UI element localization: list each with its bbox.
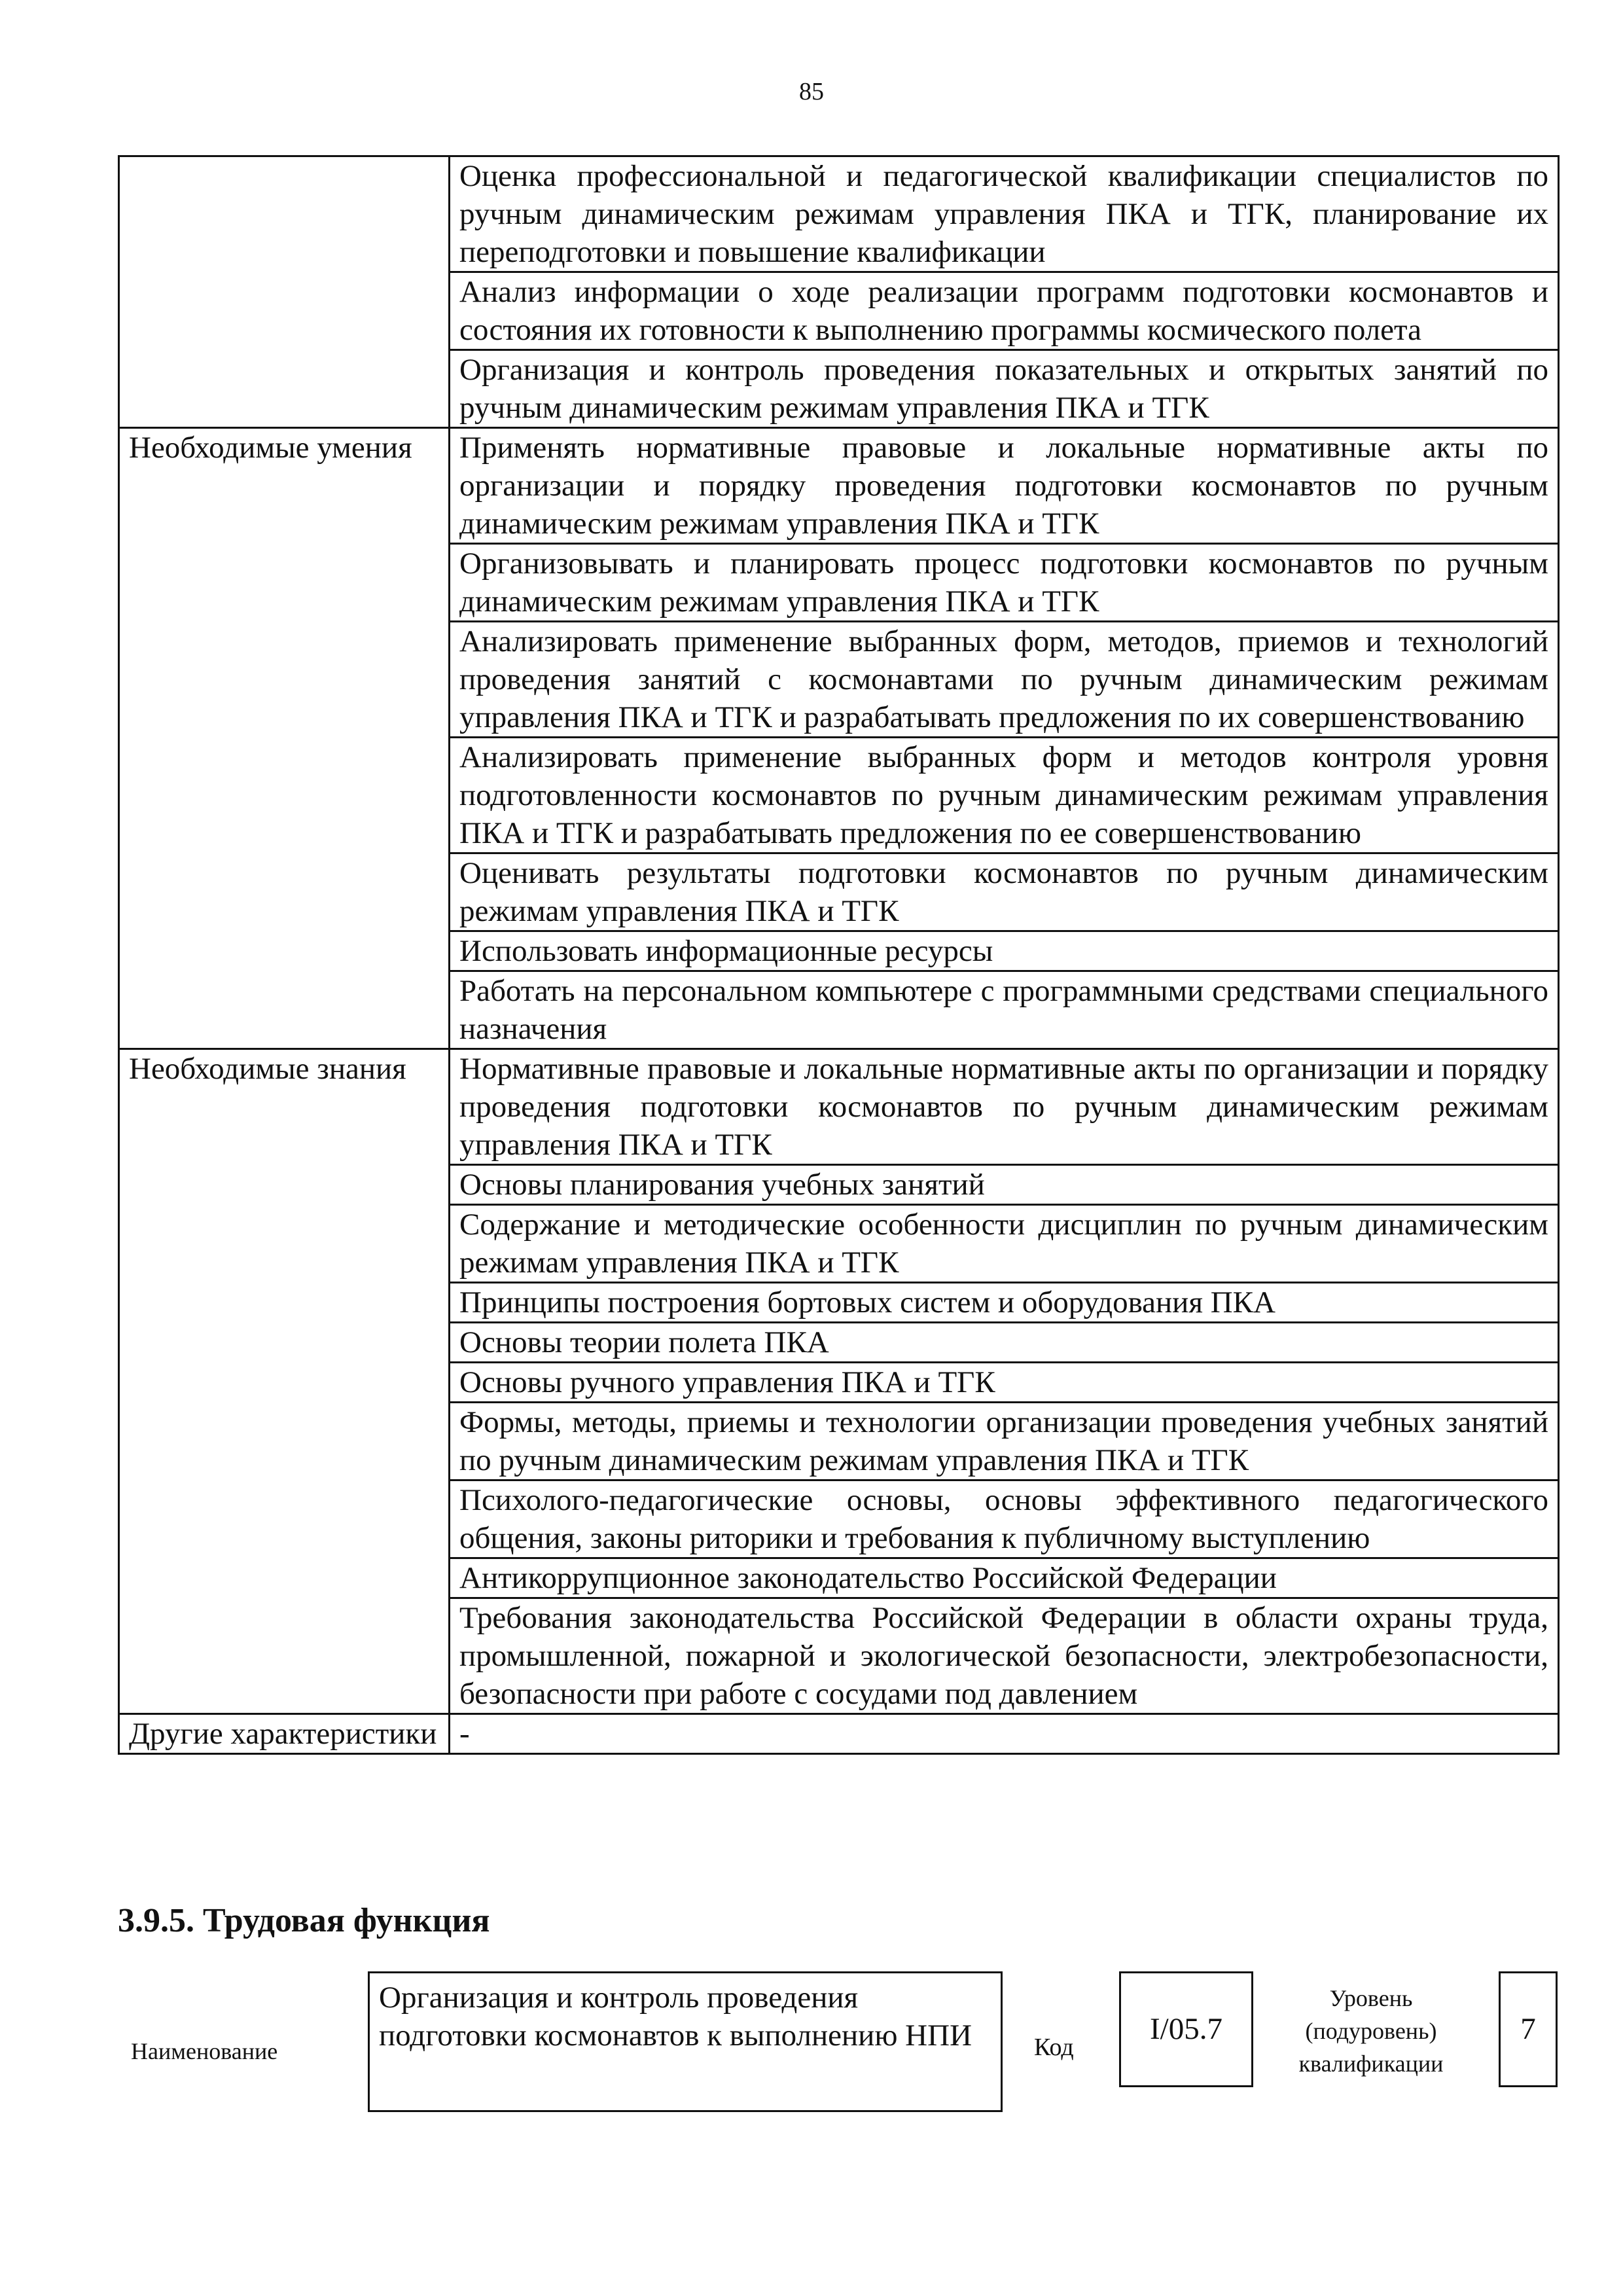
requirement-item: Работать на персональном компьютере с программными средствами специального назначения	[450, 971, 1559, 1049]
requirement-item: Основы ручного управления ПКА и ТГК	[450, 1363, 1559, 1403]
table-row	[119, 156, 1559, 272]
requirement-item: Организация и контроль проведения показательных и открытых занятий по ручным динамическим режимам управления ПКА и ТГК	[450, 350, 1559, 428]
requirement-item: Требования законодательства Российской Федерации в области охраны труда, промышленной, пожарной и экологической безопасности, электробезопасности, безопасности при работе с сосудами под давлением	[450, 1598, 1559, 1714]
requirement-item: Психолого-педагогические основы, основы эффективного педагогического общения, законы риторики и требования к публичному выступлению	[450, 1480, 1559, 1558]
name-value-box: Организация и контроль проведения подготовки космонавтов к выполнению НПИ	[368, 1971, 1003, 2112]
requirement-item: -	[450, 1714, 1559, 1754]
code-value-box: I/05.7	[1119, 1971, 1253, 2087]
requirement-item: Организовывать и планировать процесс подготовки космонавтов по ручным динамическим режимам управления ПКА и ТГК	[450, 544, 1559, 622]
requirement-item: Основы теории полета ПКА	[450, 1323, 1559, 1363]
page-number: 85	[799, 78, 824, 105]
table-row	[119, 1714, 1559, 1754]
level-label: Уровень (подуровень) квалификации	[1298, 1985, 1444, 2077]
group-label: Необходимые умения	[119, 428, 450, 1049]
requirement-item: Анализировать применение выбранных форм и методов контроля уровня подготовленности космонавтов по ручным динамическим режимам управления ПКА и ТГК и разрабатывать предложения по ее совершенствованию	[450, 738, 1559, 853]
code-label: Код	[1034, 2034, 1074, 2061]
group-label: Другие характеристики	[119, 1714, 450, 1754]
group-label: Необходимые знания	[119, 1049, 450, 1714]
section-title: 3.9.5. Трудовая функция	[118, 1902, 490, 1939]
requirement-item: Содержание и методические особенности дисциплин по ручным динамическим режимам управления ПКА и ТГК	[450, 1205, 1559, 1283]
requirement-item: Основы планирования учебных занятий	[450, 1165, 1559, 1205]
requirement-item: Анализ информации о ходе реализации программ подготовки космонавтов и состояния их готовности к выполнению программы космического полета	[450, 272, 1559, 350]
table-row	[119, 1049, 1559, 1165]
name-label: Наименование	[131, 2038, 278, 2064]
requirement-item: Антикоррупционное законодательство Российской Федерации	[450, 1558, 1559, 1598]
requirement-item: Оценивать результаты подготовки космонавтов по ручным динамическим режимам управления ПКА и ТГК	[450, 853, 1559, 931]
requirements-table	[118, 155, 1560, 1755]
requirement-item: Использовать информационные ресурсы	[450, 931, 1559, 971]
requirement-item: Нормативные правовые и локальные нормативные акты по организации и порядку проведения подготовки космонавтов по ручным динамическим режимам управления ПКА и ТГК	[450, 1049, 1559, 1165]
group-label	[119, 156, 450, 428]
table-row	[119, 428, 1559, 544]
requirement-item: Формы, методы, приемы и технологии организации проведения учебных занятий по ручным динамическим режимам управления ПКА и ТГК	[450, 1403, 1559, 1480]
requirement-item: Принципы построения бортовых систем и оборудования ПКА	[450, 1283, 1559, 1323]
requirements-table-body	[119, 156, 1559, 1754]
requirement-item: Оценка профессиональной и педагогической квалификации специалистов по ручным динамическим режимам управления ПКА и ТГК, планирование их переподготовки и повышение квалификации	[450, 156, 1559, 272]
level-value-box: 7	[1499, 1971, 1558, 2087]
requirement-item: Применять нормативные правовые и локальные нормативные акты по организации и порядку проведения подготовки космонавтов по ручным динамическим режимам управления ПКА и ТГК	[450, 428, 1559, 544]
requirement-item: Анализировать применение выбранных форм, методов, приемов и технологий проведения занятий с космонавтами по ручным динамическим режимам управления ПКА и ТГК и разрабатывать предложения по их совершенствованию	[450, 622, 1559, 738]
